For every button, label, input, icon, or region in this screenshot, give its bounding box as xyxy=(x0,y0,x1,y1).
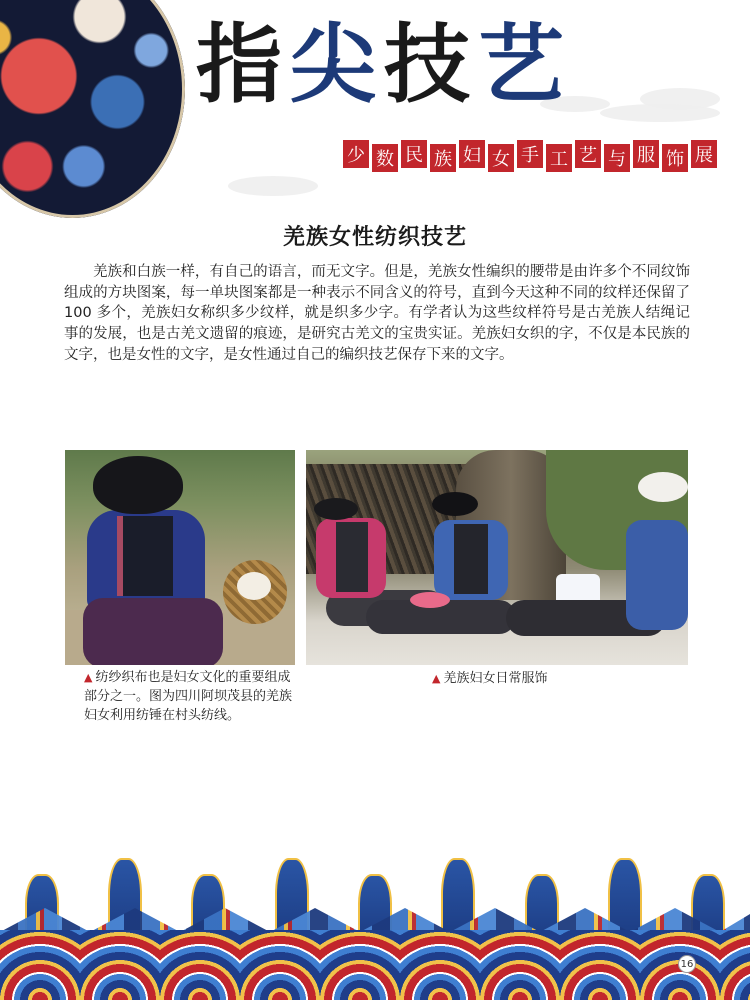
photo-woman-1-headwrap xyxy=(314,498,358,520)
article-title: 羌族女性纺织技艺 xyxy=(282,224,467,250)
photo-embroidered-shoe xyxy=(410,592,450,608)
subtitle-char: 数 xyxy=(372,144,398,172)
subtitle-char: 工 xyxy=(546,144,572,172)
exhibition-title xyxy=(196,14,566,115)
photo-spinning-yarn xyxy=(65,450,295,665)
photo-yarn xyxy=(237,572,271,600)
cloud-decoration xyxy=(228,176,318,196)
photo-woman-3-headwrap xyxy=(638,472,688,502)
subtitle-char: 女 xyxy=(488,144,514,172)
title-char: 技 xyxy=(384,14,472,115)
photo-woman-2-headwrap xyxy=(432,492,478,516)
photo-woman-3 xyxy=(626,520,688,630)
subtitle-char: 展 xyxy=(691,140,717,168)
subtitle-char: 手 xyxy=(517,140,543,168)
photo-woman-2-vest xyxy=(454,524,488,594)
subtitle-char: 服 xyxy=(633,140,659,168)
cloud-decoration xyxy=(600,104,720,122)
subtitle-char: 艺 xyxy=(575,140,601,168)
photo-daily-costume xyxy=(306,450,688,665)
photo-figure-headwrap xyxy=(93,456,183,514)
wave-band xyxy=(0,930,750,1000)
subtitle-char: 与 xyxy=(604,144,630,172)
article-body: 羌族和白族一样，有自己的语言，而无文字。但是，羌族女性编织的腰带是由许多个不同纹饰组成的方块图案，每一单块图案都是一种表示不同含义的符号，直到今天这种不同的纹样还保留了 100 多个，羌族妇女称织多少纹样，就是织多少字。有学者认为这些纹样符号是古羌族人结绳记事的发展，也是古羌文遗留的痕迹，是研究古羌文的宝贵实证。羌族妇女织的字，不仅是本民族的文字，也是女性的文字，是女性通过自己的编织技艺保存下来的文字。 xyxy=(64,264,690,363)
subtitle-char: 少 xyxy=(343,140,369,168)
triangle-marker-icon: ▲ xyxy=(84,671,93,684)
subtitle-char: 族 xyxy=(430,144,456,172)
page-number: 16 xyxy=(678,955,696,973)
title-char: 尖 xyxy=(290,14,378,115)
photo-woman-1-vest xyxy=(336,522,368,592)
caption-text: 纺纱织布也是妇女文化的重要组成部分之一。图为四川阿坝茂县的羌族妇女利用纺锤在村头纺线。 xyxy=(84,670,293,723)
embroidery-medallion xyxy=(0,0,185,218)
footer-wave-pattern xyxy=(0,848,750,1000)
subtitle-char: 妇 xyxy=(459,140,485,168)
subtitle-banner xyxy=(343,140,717,172)
title-char: 艺 xyxy=(478,14,566,115)
photo-figure-vest xyxy=(117,516,173,596)
title-char: 指 xyxy=(196,14,284,115)
triangle-marker-icon: ▲ xyxy=(432,672,441,685)
subtitle-char: 民 xyxy=(401,140,427,168)
caption-spinning xyxy=(84,668,294,725)
photo-figure-legs xyxy=(83,598,223,665)
caption-text: 羌族妇女日常服饰 xyxy=(443,671,548,686)
caption-costume xyxy=(432,669,652,688)
subtitle-char: 饰 xyxy=(662,144,688,172)
